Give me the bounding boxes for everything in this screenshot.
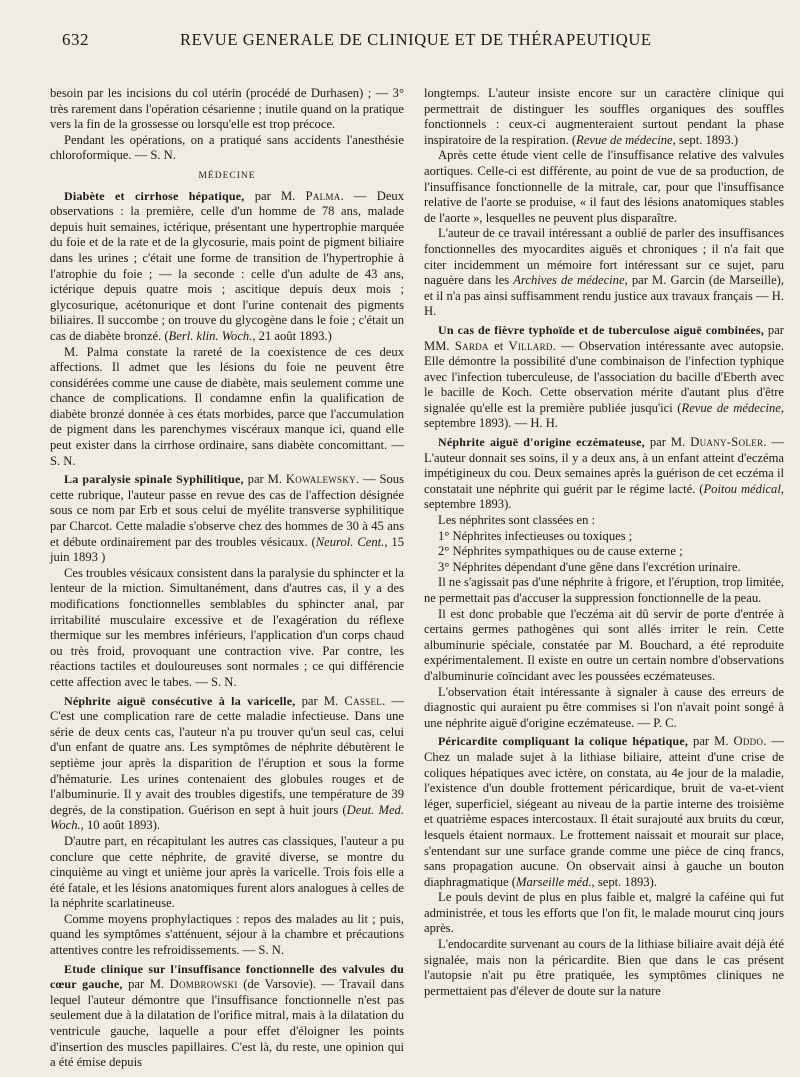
- author-name: Cassel: [344, 693, 383, 708]
- paragraph: Comme moyens prophylactiques : repos des malades au lit ; puis, quand les symptômes s'atténuent, séjour à la chambre et précautions attentives contre les refroidissements. — S. N.: [50, 911, 404, 958]
- section-heading: MÉDECINE: [198, 170, 256, 181]
- author-name: Dombrowski: [169, 977, 238, 992]
- paragraph: L'observation était intéressante à signaler à cause des erreurs de diagnostic qui auraient pu être commises si l'on n'avait point songé à une néphrite aiguë d'origine eczémateuse. — P. C.: [424, 684, 784, 730]
- journal-reference: Poitou médical: [703, 481, 781, 496]
- paragraph: Après cette étude vient celle de l'insuffisance relative des valvules aortiques. Celle-ci est différente, au point de vue de sa production, de l'insuffisance fonctionnelle de la mitrale, car, pour que l'insuffisance relative de l'aorte se produise, « il faut des lésions anatomiques stables de l'aorte », lesquelles ne peuvent plus disparaître.: [424, 148, 784, 225]
- running-title: REVUE GENERALE DE CLINIQUE ET DE THÉRAPEUTIQUE: [180, 30, 652, 49]
- paragraph: L'auteur de ce travail intéressant a oublié de parler des insuffisances fonctionnelles des myocardites aiguës et chroniques ; il n'a fait que citer incidemment un mémoire fort intéressant sur ce sujet, paru naguère dans les Archives de médecine, par M. Garcin (de Marseille), et il n'a pas ainsi suffisamment rendu justice aux travaux français — H. H.: [424, 226, 785, 319]
- article-title: Etude clinique sur l'insuffisance fonctionnelle des valvules du cœur gauche,: [50, 961, 404, 992]
- journal-reference: Revue de médecine: [681, 400, 781, 415]
- paragraph: Le pouls devint de plus en plus faible et, malgré la caféine qui fut administrée, et tous les efforts que l'on fit, le malade mourut cinq jours après.: [424, 890, 784, 936]
- paragraph: Ces troubles vésicaux consistent dans la paralysie du sphincter et la lenteur de la miction. Simultanément, dans d'autres cas, il y a des modifications fonctionnelles semblables du sphincter anal, par irritabilité musculaire excessive et de l'exagération du réflexe thermique sur les membres inférieurs, l'application d'un corps chaud ou très froid, provoquant une contraction vive. Par contre, les réactions tactiles et douloureuses sont normales ; ce qui différencie cette affection avec le tabes. — S. N.: [50, 565, 404, 689]
- page-number: 632: [62, 30, 89, 49]
- journal-reference: Revue de médecine: [576, 132, 673, 147]
- article-paralysie: La paralysie spinale Syphilitique, par M. Kowalewsky. — Sous cette rubrique, l'auteur passe en revue des cas de l'affection désignée sous ce nom par Erb et sous celui de myélite transverse syphilitique par Charcot. Cette maladie s'observe chez des hommes de 30 à 45 ans et débute ordinairement par des troubles vésicaux. (Neurol. Cent., 15 juin 1893 ): [50, 472, 404, 565]
- journal-reference: Marseille méd.: [515, 874, 592, 889]
- article-title: Néphrite aiguë d'origine eczémateuse,: [438, 435, 645, 450]
- paragraph: Les néphrites sont classées en :: [438, 513, 596, 528]
- author-name: Sarda: [454, 338, 489, 353]
- author-name: Duany-Soler: [690, 435, 764, 450]
- journal-reference: Neurol. Cent.: [315, 534, 385, 549]
- article-diabete: Diabète et cirrhose hépatique, par M. Palma. — Deux observations : la première, celle d'un homme de 78 ans, malade depuis huit semaines, ictérique, présentant une hypertrophie marquée du foie et de la rate et de la glycosurie, mais point de pigment biliaire dans les urines ; c'était une forme de transition de l'hypertrophie à l'atrophie du foie ; — la seconde : celle d'un adulte de 43 ans, ictérique depuis quatre mois ; ascitique depuis deux mois ; glycosurique, acétonurique et dont l'urine contenait des pigments biliaires. Il succombe ; on trouve du glycogène dans le foie ; c'était un cas de diabète bronzé. (Berl. klin. Woch., 21 août 1893.): [50, 188, 404, 343]
- list-item: 3° Néphrites dépendant d'une gêne dans l'excrétion urinaire.: [438, 559, 741, 574]
- journal-reference: Deut. Med. Woch.: [50, 802, 404, 833]
- paragraph: L'endocardite survenant au cours de la lithiase biliaire avait déjà été signalée, mais non la péricardite. Bien que dans le cas présent l'autopsie n'ait pu être pratiquée, les symptômes cliniques ne permettaient pas d'élever de doute sur la nature: [424, 937, 784, 998]
- right-column: [424, 86, 784, 1051]
- article-pericardite: Péricardite compliquant la colique hépatique, par M. Oddo. — Chez un malade sujet à la lithiase biliaire, atteint d'une crise de coliques hépatiques avec ictère, on constata, au 4e jour de la maladie, l'existence d'un double frottement péricardique, bruit de va-et-vient léger, superficiel, siégeant au niveau de la partie interne des troisième et quatrième espaces intercostaux. Il était surajouté aux bruits du cœur, lesquels étaient normaux. Le frottement naissait et mourait sur place, s'entendant sur une surface grande comme une pièce de cinq francs, sans propagation aucune. On observait ainsi à gauche un bouton diaphragmatique (Marseille méd., sept. 1893).: [424, 734, 785, 889]
- paragraph: besoin par les incisions du col utérin (procédé de Durhasen) ; — 3° très rarement dans l'opération césarienne ; inutile quand on la pratique vers la fin de la grossesse ou lorsqu'elle est trop précoce.: [50, 86, 404, 132]
- paragraph: Il est donc probable que l'eczéma ait dû servir de porte d'entrée à certains germes pathogènes qui sont allés irriter le rein. Cette albuminurie spéciale, constatée par M. Bouchard, a été reproduite expérimentalement. Il existe en outre un certain nombre d'observations d'albuminurie coïncidant avec les poussées eczémateuses.: [424, 606, 784, 683]
- article-nephrite-eczema: Néphrite aiguë d'origine eczémateuse, par M. Duany-Soler. — L'auteur donnait ses soins, il y a deux ans, à un enfant atteint d'eczéma impétigineux du cou. Deux semaines après la guérison de cet eczéma il constatait une néphrite qui guérit par le régime lacté. (Poitou médical, septembre 1893).: [424, 435, 785, 512]
- author-name: Villard: [508, 338, 553, 353]
- article-title: La paralysie spinale Syphilitique,: [64, 472, 244, 487]
- article-title: Diabète et cirrhose hépatique,: [64, 188, 245, 203]
- author-name: Oddo: [733, 734, 764, 749]
- article-title: Un cas de fièvre typhoïde et de tuberculose aiguë combinées,: [438, 322, 765, 337]
- paragraph: longtemps. L'auteur insiste encore sur un caractère clinique qui permettrait de distinguer les souffles organiques des souffles fonctionnels : ceux-ci augmenteraient surtout pendant la phase inspiratoire de la respiration. (Revue de médecine, sept. 1893.): [424, 86, 784, 147]
- article-nephrite-varicelle: Néphrite aiguë consécutive à la varicelle, par M. Cassel. — C'est une complication rare de cette maladie infectieuse. Dans une série de deux cents cas, l'auteur n'a pu trouver qu'un seul cas, celui d'un enfant de quatre ans. Les symptômes de néphrite débutèrent le septième jour après la disparition de l'éruption et sous la forme d'hématurie. Les urines contenaient des globules rouges et de l'albuminurie. Il y avait des troubles digestifs, une température de 39 degrés, de la constipation. Guérison en sept à huit jours (Deut. Med. Woch., 10 août 1893).: [50, 693, 405, 833]
- list-item: 2° Néphrites sympathiques ou de cause externe ;: [438, 544, 683, 559]
- article-fievre-typhoide: Un cas de fièvre typhoïde et de tuberculose aiguë combinées, par MM. Sarda et Villard. — Observation intéressante avec autopsie. Elle démontre la possibilité d'une combinaison de l'infection typhique avec l'infection tuberculeuse, de l'association du bacille d'Eberth avec le bacille de Koch. Cette observation mérite d'autant plus d'être signalée qu'elle est la première publiée jusqu'ici (Revue de médecine, septembre 1893). — H. H.: [424, 322, 784, 431]
- article-insuffisance: Etude clinique sur l'insuffisance fonctionnelle des valvules du cœur gauche, par M. Dombrowski (de Varsovie). — Travail dans lequel l'auteur démontre que l'insuffisance fonctionnelle n'est pas seulement due à la dilatation de l'orifice mitral, mais à la dilatation du ventricule gauche, laquelle a pour effet d'éloigner les points d'insertion des muscles papillaires. C'est là, du reste, une opinion qui a été émise depuis: [50, 961, 404, 1070]
- paragraph: D'autre part, en récapitulant les autres cas classiques, l'auteur a pu conclure que cette néphrite, de gravité diverse, se montre du cinquième au vingt et unième jour après la varicelle. Trois fois elle a été fatale, et les lésions anatomiques furent alors analogues à celles de la néphrite scarlatineuse.: [50, 833, 404, 911]
- author-name: Palma: [305, 188, 341, 203]
- author-name: Kowalewsky: [285, 472, 356, 487]
- list-item: 1° Néphrites infectieuses ou toxiques ;: [438, 528, 633, 543]
- paragraph: Il ne s'agissait pas d'une néphrite à frigore, et l'éruption, trop limitée, ne permettait pas d'accuser la suppression fonctionnelle de la peau.: [424, 575, 784, 605]
- left-column: [50, 86, 405, 1070]
- journal-reference: Berl. klin. Woch.: [168, 328, 253, 343]
- journal-reference: Archives de médecine: [513, 273, 625, 288]
- article-title: Néphrite aiguë consécutive à la varicelle,: [64, 693, 296, 708]
- article-title: Péricardite compliquant la colique hépatique,: [438, 734, 689, 749]
- page-header: [62, 30, 760, 52]
- paragraph: M. Palma constate la rareté de la coexistence de ces deux affections. Il admet que les lésions du foie ne peuvent être considérées comme une cause de diabète, mais seulement comme une chance de complications. Il condamne enfin la qualification de diabète bronzé donnée à ces états morbides, parce que l'accumulation de pigment dans les parenchymes viscéraux manque ici, quand elle peut exister dans la cirrhose ordinaire, sans diabète concomittant. — S. N.: [50, 344, 404, 468]
- paragraph: Pendant les opérations, on a pratiqué sans accidents l'anesthésie chloroformique. — S. N.: [50, 132, 404, 163]
